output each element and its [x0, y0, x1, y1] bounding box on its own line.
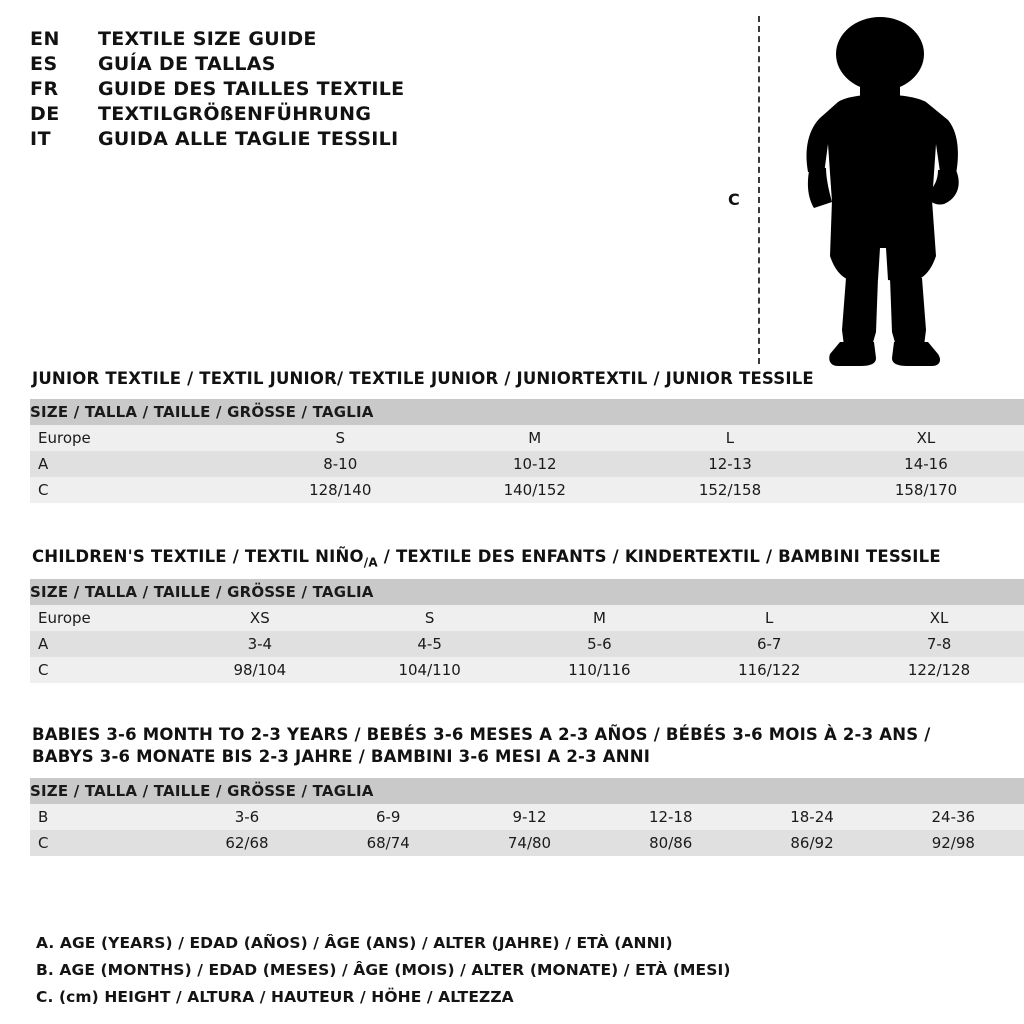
measure-label-c: C	[728, 190, 740, 209]
table-cell: XL	[828, 425, 1024, 451]
table-cell: 68/74	[318, 830, 459, 856]
language-title: GUIDA ALLE TAGLIE TESSILI	[98, 128, 399, 150]
child-silhouette-icon	[780, 16, 988, 366]
children-section	[30, 546, 1024, 687]
language-title-list	[30, 28, 670, 153]
children-table-wrap	[30, 579, 1024, 683]
junior-section	[30, 368, 1024, 507]
table-cell: 3-4	[175, 631, 345, 657]
measure-dashed-line	[758, 16, 760, 364]
row-label: C	[30, 830, 176, 856]
table-header-row	[30, 399, 1024, 425]
language-row	[30, 128, 670, 150]
children-size-table	[30, 579, 1024, 683]
footnote-c: C. (cm) HEIGHT / ALTURA / HAUTEUR / HÖHE / ALTEZZA	[36, 988, 514, 1006]
row-label: B	[30, 804, 176, 830]
table-cell: 140/152	[438, 477, 633, 503]
junior-section-title: JUNIOR TEXTILE / TEXTIL JUNIOR/ TEXTILE JUNIOR / JUNIORTEXTIL / JUNIOR TESSILE	[32, 369, 814, 388]
table-cell: 12-18	[600, 804, 741, 830]
children-section-title	[32, 546, 1024, 570]
children-title-part2: / TEXTILE DES ENFANTS / KINDERTEXTIL / BAMBINI TESSILE	[377, 547, 941, 566]
table-row	[30, 477, 1024, 503]
language-row	[30, 28, 670, 50]
table-header-row	[30, 778, 1024, 804]
babies-size-table	[30, 778, 1024, 856]
table-cell: 98/104	[175, 657, 345, 683]
language-row	[30, 53, 670, 75]
table-row	[30, 451, 1024, 477]
language-code: DE	[30, 103, 60, 125]
junior-table-header-label: SIZE / TALLA / TAILLE / GRÖSSE / TAGLIA	[30, 399, 1024, 425]
row-label: C	[30, 477, 243, 503]
footnote-b: B. AGE (MONTHS) / EDAD (MESES) / ÂGE (MOIS) / ALTER (MONATE) / ETÀ (MESI)	[36, 961, 731, 979]
table-cell: 5-6	[515, 631, 685, 657]
babies-section	[30, 724, 1024, 860]
table-cell: L	[632, 425, 828, 451]
table-cell: 3-6	[176, 804, 317, 830]
babies-section-title	[32, 724, 1024, 769]
children-title-part1: CHILDREN'S TEXTILE / TEXTIL NIÑO	[32, 547, 364, 566]
table-cell: 128/140	[243, 477, 438, 503]
table-row	[30, 605, 1024, 631]
babies-title-line1: BABIES 3-6 MONTH TO 2-3 YEARS / BEBÉS 3-6 MESES A 2-3 AÑOS / BÉBÉS 3-6 MOIS À 2-3 ANS /	[32, 725, 931, 744]
table-cell: 92/98	[883, 830, 1024, 856]
row-label: A	[30, 631, 175, 657]
junior-table-wrap	[30, 399, 1024, 503]
table-cell: 152/158	[632, 477, 828, 503]
language-title: TEXTILGRÖßENFÜHRUNG	[98, 103, 372, 125]
language-code: FR	[30, 78, 59, 100]
language-title: GUIDE DES TAILLES TEXTILE	[98, 78, 405, 100]
table-row	[30, 425, 1024, 451]
babies-table-wrap	[30, 778, 1024, 856]
table-cell: 86/92	[741, 830, 882, 856]
table-cell: 14-16	[828, 451, 1024, 477]
table-row	[30, 830, 1024, 856]
table-cell: M	[438, 425, 633, 451]
children-table-header-label: SIZE / TALLA / TAILLE / GRÖSSE / TAGLIA	[30, 579, 1024, 605]
table-cell: XS	[175, 605, 345, 631]
table-cell: 4-5	[345, 631, 515, 657]
language-title: TEXTILE SIZE GUIDE	[98, 28, 317, 50]
table-row	[30, 804, 1024, 830]
babies-table-header-label: SIZE / TALLA / TAILLE / GRÖSSE / TAGLIA	[30, 778, 1024, 804]
row-label: Europe	[30, 605, 175, 631]
height-measure-figure	[728, 8, 988, 368]
footnote-list	[36, 934, 731, 1015]
table-cell: 104/110	[345, 657, 515, 683]
table-cell: 122/128	[854, 657, 1024, 683]
table-cell: 12-13	[632, 451, 828, 477]
babies-title-line2: BABYS 3-6 MONATE BIS 2-3 JAHRE / BAMBINI 3-6 MESI A 2-3 ANNI	[32, 747, 651, 767]
language-code: EN	[30, 28, 60, 50]
table-cell: 18-24	[741, 804, 882, 830]
table-cell: 80/86	[600, 830, 741, 856]
table-cell: 110/116	[515, 657, 685, 683]
table-cell: 24-36	[883, 804, 1024, 830]
table-cell: S	[243, 425, 438, 451]
table-cell: 158/170	[828, 477, 1024, 503]
table-row	[30, 657, 1024, 683]
table-cell: 116/122	[684, 657, 854, 683]
table-cell: 7-8	[854, 631, 1024, 657]
table-cell: L	[684, 605, 854, 631]
children-title-sub: /A	[363, 555, 378, 570]
language-code: IT	[30, 128, 52, 150]
table-cell: 9-12	[459, 804, 600, 830]
row-label: A	[30, 451, 243, 477]
table-cell: S	[345, 605, 515, 631]
table-row	[30, 631, 1024, 657]
table-cell: 74/80	[459, 830, 600, 856]
table-cell: XL	[854, 605, 1024, 631]
junior-size-table	[30, 399, 1024, 503]
row-label: C	[30, 657, 175, 683]
table-cell: 6-7	[684, 631, 854, 657]
table-cell: 6-9	[318, 804, 459, 830]
footnote-a: A. AGE (YEARS) / EDAD (AÑOS) / ÂGE (ANS) / ALTER (JAHRE) / ETÀ (ANNI)	[36, 934, 673, 952]
language-row	[30, 103, 670, 125]
table-header-row	[30, 579, 1024, 605]
table-cell: 8-10	[243, 451, 438, 477]
table-cell: 62/68	[176, 830, 317, 856]
table-cell: 10-12	[438, 451, 633, 477]
language-code: ES	[30, 53, 58, 75]
row-label: Europe	[30, 425, 243, 451]
table-cell: M	[515, 605, 685, 631]
language-title: GUÍA DE TALLAS	[98, 53, 276, 75]
language-row	[30, 78, 670, 100]
